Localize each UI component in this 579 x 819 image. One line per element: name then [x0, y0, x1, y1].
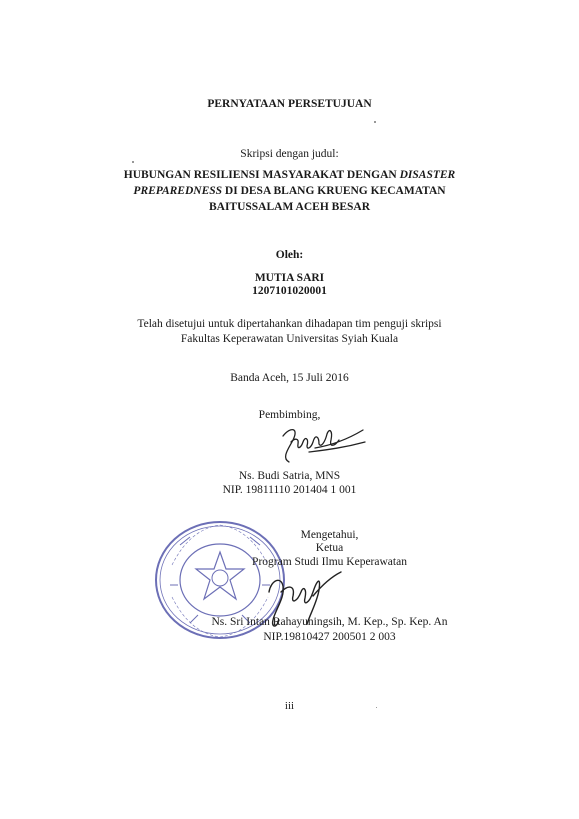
thesis-title-italic: PREPAREDNESS — [133, 185, 223, 197]
acknowledged-label: Mengetahui, — [300, 529, 359, 541]
thesis-title-text: HUBUNGAN RESILIENSI MASYARAKAT DENGAN — [123, 169, 400, 181]
approval-line-1: Telah disetujui untuk dipertahankan dihadapan tim penguji skripsi — [137, 318, 442, 330]
acknowledged-role: Ketua — [315, 542, 344, 554]
acknowledged-program: Program Studi Ilmu Keperawatan — [252, 556, 407, 568]
scan-speck — [132, 161, 134, 163]
thesis-title-line-2 — [0, 184, 579, 198]
thesis-title-line-1 — [0, 168, 579, 182]
acknowledged-nip: NIP.19810427 200501 2 003 — [263, 631, 396, 643]
author-id: 1207101020001 — [252, 285, 327, 297]
scan-speck — [376, 707, 377, 708]
by-label: Oleh: — [275, 249, 304, 261]
author-name: MUTIA SARI — [254, 272, 325, 284]
acknowledged-name: Ns. Sri Intan Rahayuningsih, M. Kep., Sp. Kep. An — [211, 616, 448, 628]
scan-speck — [374, 121, 376, 123]
page-number: iii — [284, 700, 295, 712]
signature-supervisor-icon — [265, 418, 375, 473]
thesis-title-italic: DISASTER — [399, 169, 456, 181]
place-date: Banda Aceh, 15 Juli 2016 — [230, 372, 349, 384]
supervisor-label: Pembimbing, — [258, 409, 321, 421]
thesis-title-line-3: BAITUSSALAM ACEH BESAR — [208, 201, 371, 213]
supervisor-name: Ns. Budi Satria, MNS — [238, 470, 341, 482]
approval-line-2: Fakultas Keperawatan Universitas Syiah Kuala — [180, 333, 399, 345]
document-subtitle: Skripsi dengan judul: — [240, 148, 339, 160]
thesis-title-text: DI DESA BLANG KRUENG KECAMATAN — [222, 185, 446, 197]
document-title: PERNYATAAN PERSETUJUAN — [207, 98, 372, 110]
supervisor-nip: NIP. 19811110 201404 1 001 — [222, 484, 357, 496]
